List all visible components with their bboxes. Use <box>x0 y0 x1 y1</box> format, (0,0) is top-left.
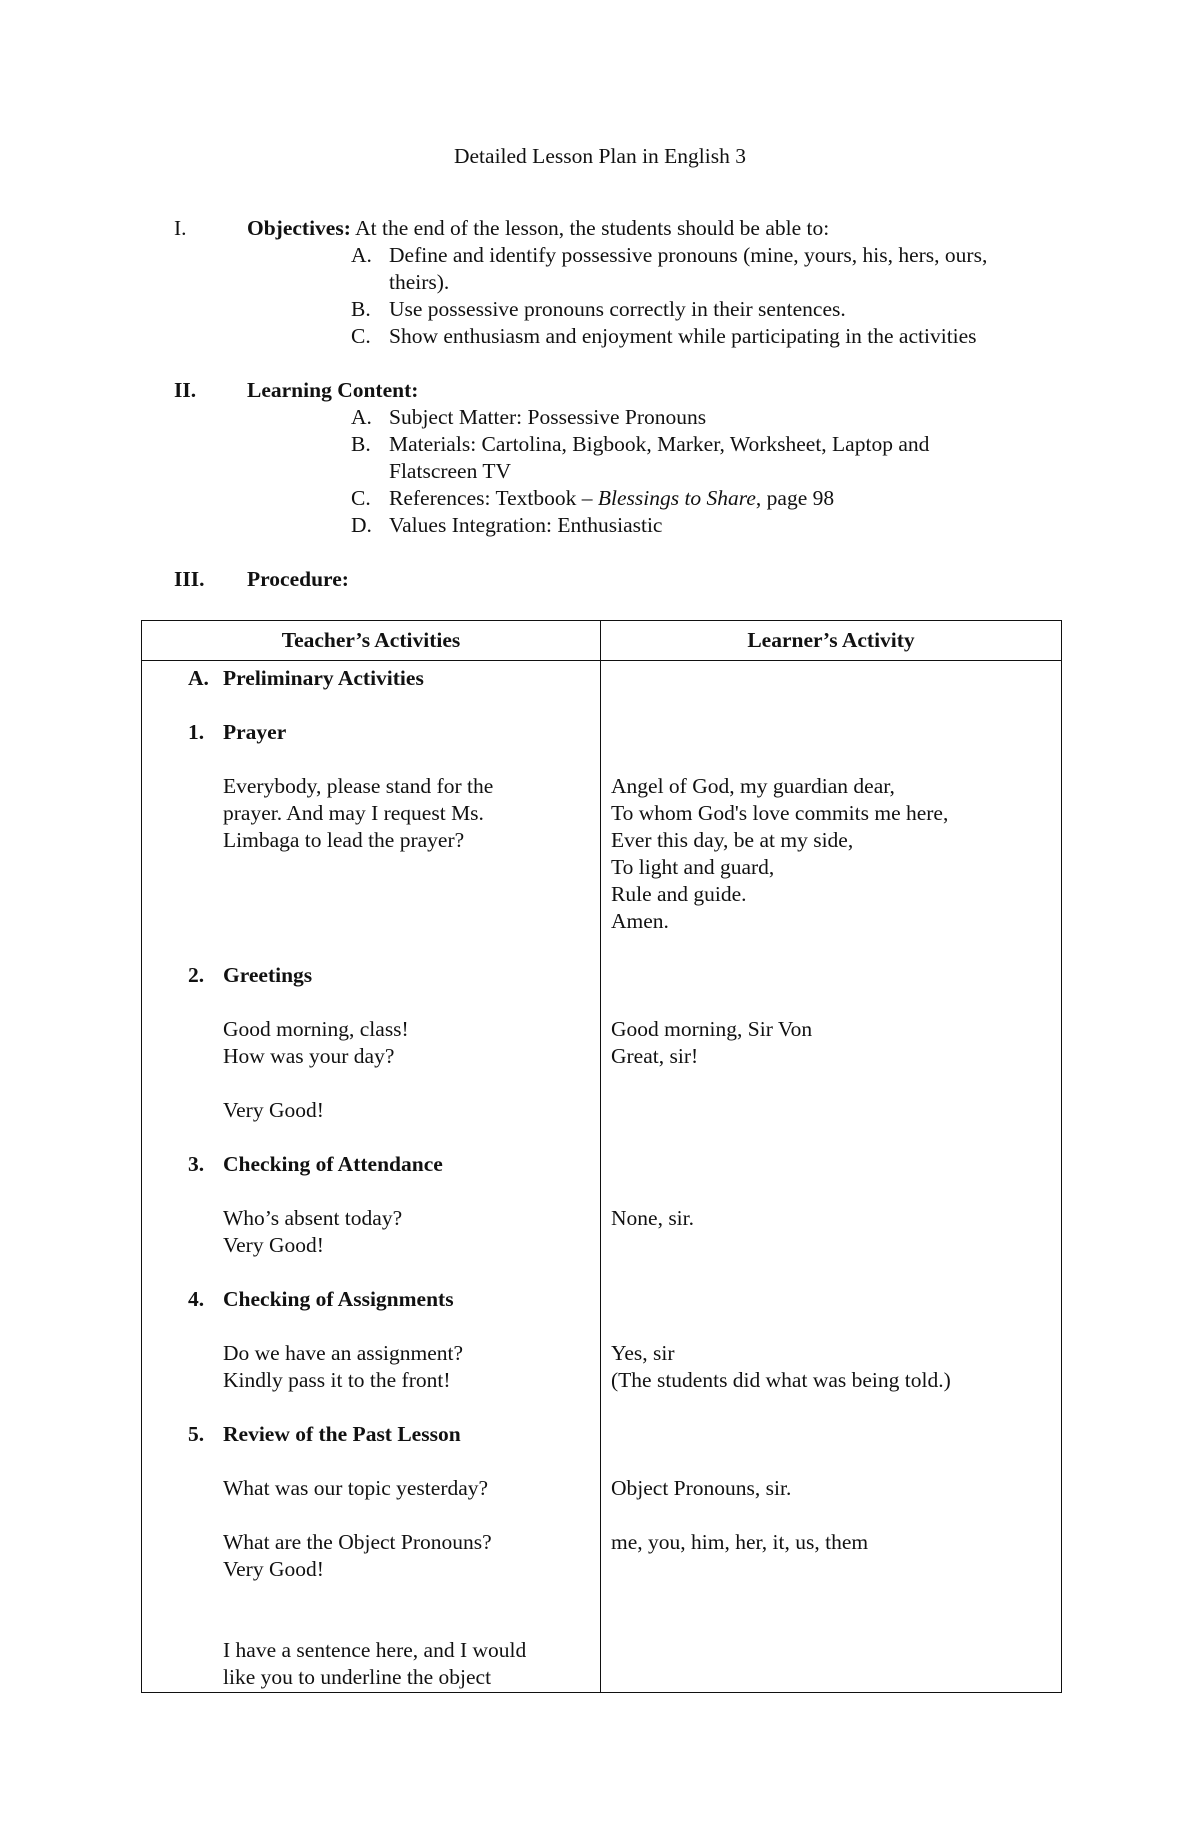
reference-prefix: References: Textbook – <box>389 486 598 510</box>
list-item <box>351 296 1051 323</box>
procedure-heading: Procedure: <box>247 567 349 591</box>
step-letter: A. <box>188 666 209 690</box>
objectives-list <box>351 242 1051 350</box>
step-heading-prayer <box>142 719 600 746</box>
teacher-line: prayer. And may I request Ms. <box>223 801 484 825</box>
teacher-line: Very Good! <box>223 1098 324 1122</box>
learning-content-heading: Learning Content: <box>247 378 419 402</box>
teacher-line: Good morning, class! <box>223 1017 409 1041</box>
teacher-line: Who’s absent today? <box>223 1206 403 1230</box>
item-text <box>389 431 1051 485</box>
learner-line: me, you, him, her, it, us, them <box>611 1530 869 1554</box>
learner-line: To light and guard, <box>611 855 775 879</box>
learner-line: (The students did what was being told.) <box>611 1368 951 1392</box>
item-text <box>389 485 1051 512</box>
learner-line: Angel of God, my guardian dear, <box>611 774 895 798</box>
teacher-line: Very Good! <box>223 1557 324 1581</box>
list-item <box>351 404 1051 431</box>
step-title: Greetings <box>223 963 313 987</box>
section-numeral-procedure: III. <box>174 567 205 591</box>
list-item <box>351 512 1051 539</box>
item-line: theirs). <box>389 270 450 294</box>
teacher-column-header: Teacher’s Activities <box>142 621 601 661</box>
item-text <box>389 242 1051 296</box>
step-title: Checking of Assignments <box>223 1287 454 1311</box>
teacher-line: What was our topic yesterday? <box>223 1476 489 1500</box>
learner-line: Ever this day, be at my side, <box>611 828 854 852</box>
list-item <box>351 323 1051 350</box>
item-text: Values Integration: Enthusiastic <box>389 513 663 537</box>
item-text: Show enthusiasm and enjoyment while participating in the activities <box>389 324 977 348</box>
learner-line: To whom God's love commits me here, <box>611 801 949 825</box>
teacher-line: like you to underline the object <box>223 1665 492 1689</box>
item-line: Materials: Cartolina, Bigbook, Marker, Worksheet, Laptop and <box>389 432 930 456</box>
learner-line: Rule and guide. <box>611 882 747 906</box>
section-numeral-objectives: I. <box>174 216 187 240</box>
learner-line: Object Pronouns, sir. <box>611 1476 792 1500</box>
teacher-activities-cell <box>142 661 601 1693</box>
item-letter: C. <box>351 324 371 348</box>
list-item <box>351 431 1051 485</box>
learner-activity-cell <box>601 661 1062 1693</box>
teacher-line: Very Good! <box>223 1233 324 1257</box>
step-heading-greetings <box>142 962 600 989</box>
learner-column-header: Learner’s Activity <box>601 621 1062 661</box>
item-line: Define and identify possessive pronouns (mine, yours, his, hers, ours, <box>389 243 988 267</box>
teacher-line: Kindly pass it to the front! <box>223 1368 451 1392</box>
list-item <box>351 242 1051 296</box>
preliminary-heading <box>142 665 600 692</box>
step-title: Prayer <box>223 720 287 744</box>
document-title: Detailed Lesson Plan in English 3 <box>453 144 746 168</box>
item-letter: B. <box>351 432 371 456</box>
step-heading-review <box>142 1421 600 1448</box>
item-letter: D. <box>351 513 372 537</box>
table-header-row <box>142 621 1062 661</box>
book-title: Blessings to Share <box>597 486 756 510</box>
objectives-intro: At the end of the lesson, the students should be able to: <box>355 216 830 240</box>
step-number: 3. <box>188 1152 205 1176</box>
step-number: 5. <box>188 1422 205 1446</box>
objectives-heading-line <box>247 215 829 242</box>
item-letter: A. <box>351 243 372 267</box>
teacher-line: I have a sentence here, and I would <box>223 1638 527 1662</box>
step-number: 2. <box>188 963 205 987</box>
step-number: 1. <box>188 720 205 744</box>
learner-line: Great, sir! <box>611 1044 699 1068</box>
learning-content-list <box>351 404 1051 539</box>
section-numeral-content: II. <box>174 378 197 402</box>
teacher-line: Limbaga to lead the prayer? <box>223 828 465 852</box>
teacher-line: How was your day? <box>223 1044 395 1068</box>
table-row <box>142 661 1062 1693</box>
step-title: Preliminary Activities <box>223 666 424 690</box>
objectives-heading: Objectives: <box>247 216 351 240</box>
teacher-line: Do we have an assignment? <box>223 1341 464 1365</box>
learner-line: Amen. <box>611 909 669 933</box>
procedure-table <box>141 620 1062 1693</box>
item-text: Subject Matter: Possessive Pronouns <box>389 405 707 429</box>
step-title: Review of the Past Lesson <box>223 1422 461 1446</box>
teacher-line: What are the Object Pronouns? <box>223 1530 492 1554</box>
teacher-line: Everybody, please stand for the <box>223 774 494 798</box>
list-item <box>351 485 1051 512</box>
step-heading-assignments <box>142 1286 600 1313</box>
item-letter: B. <box>351 297 371 321</box>
step-heading-attendance <box>142 1151 600 1178</box>
item-text: Use possessive pronouns correctly in their sentences. <box>389 297 846 321</box>
reference-suffix: , page 98 <box>755 486 835 510</box>
item-letter: C. <box>351 486 371 510</box>
item-line: Flatscreen TV <box>389 459 511 483</box>
item-letter: A. <box>351 405 372 429</box>
step-number: 4. <box>188 1287 205 1311</box>
learner-line: Good morning, Sir Von <box>611 1017 813 1041</box>
learner-line: None, sir. <box>611 1206 695 1230</box>
step-title: Checking of Attendance <box>223 1152 443 1176</box>
learner-line: Yes, sir <box>611 1341 675 1365</box>
